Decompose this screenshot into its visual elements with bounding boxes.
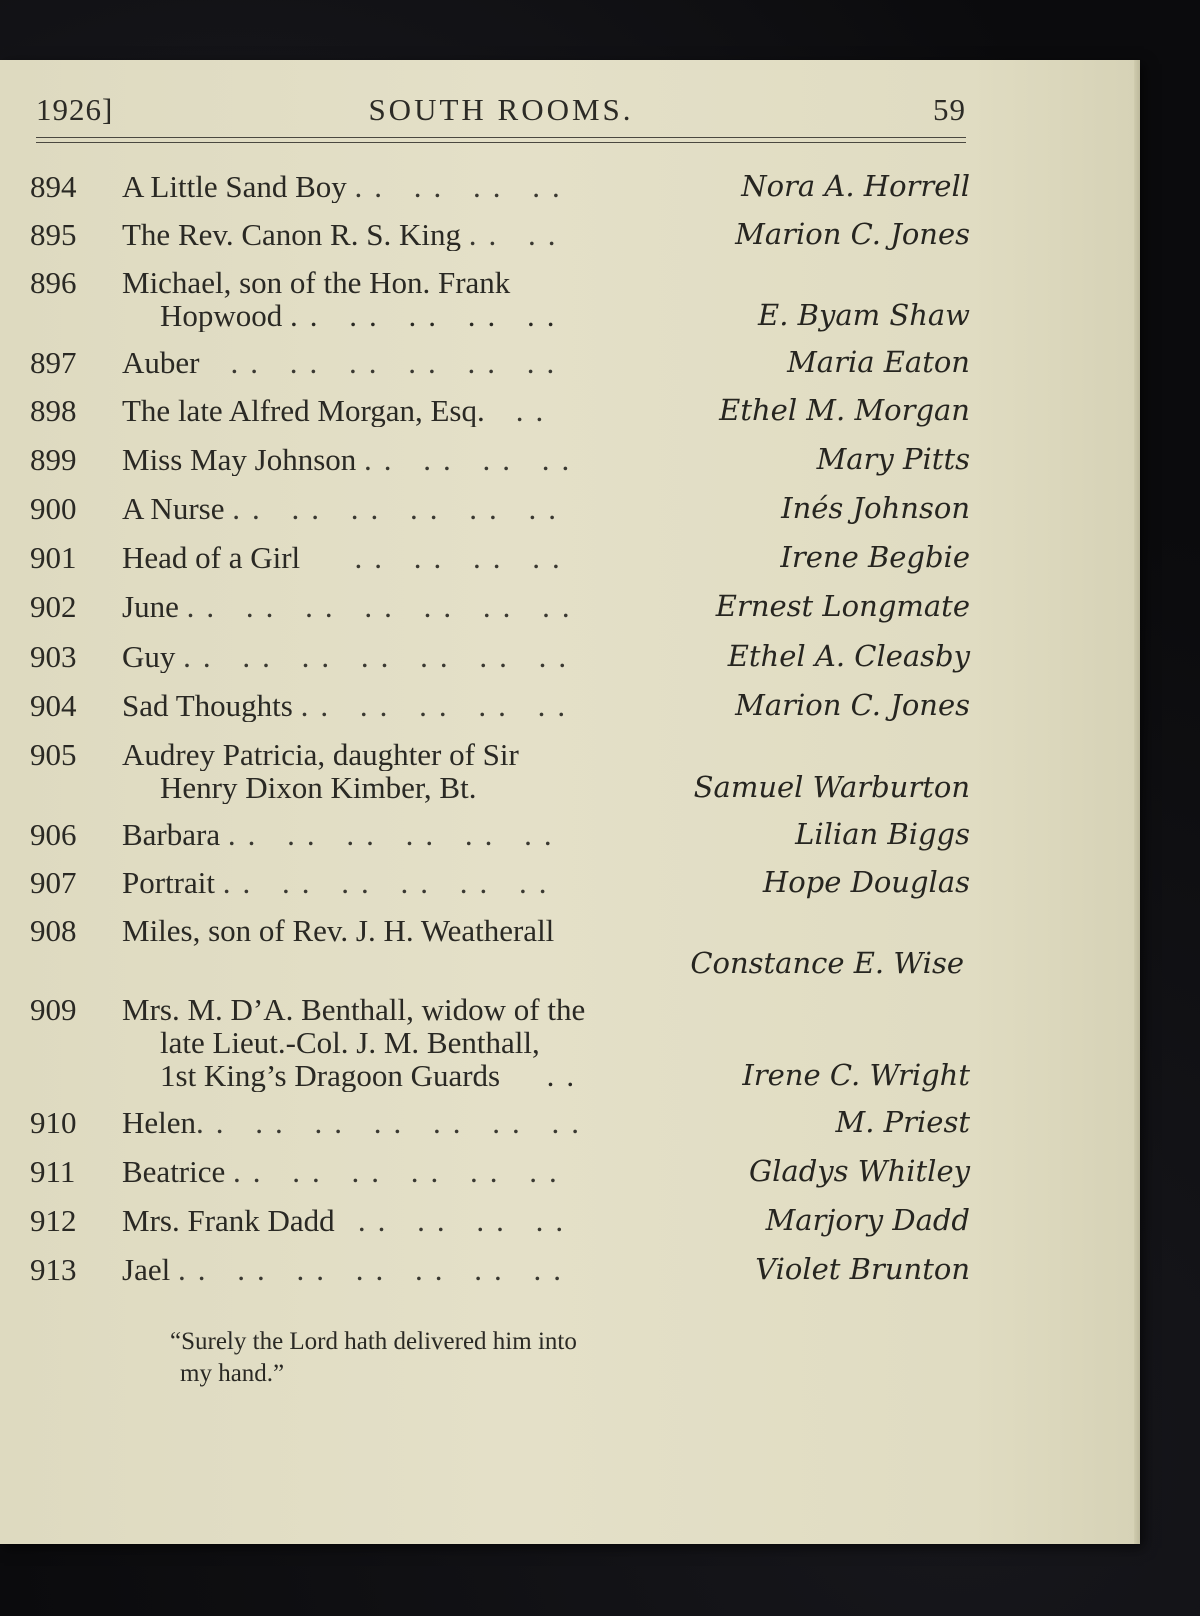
entry-artist: Inés Johnson xyxy=(781,491,970,525)
entry-artist: Ethel A. Cleasby xyxy=(727,639,970,673)
entry-number: 896 xyxy=(30,265,77,300)
entry-artist: Irene Begbie xyxy=(780,540,970,574)
entry-title: Miles, son of Rev. J. H. Weatherall xyxy=(122,914,555,947)
entry-title: Mrs. M. D’A. Benthall, widow of the xyxy=(122,993,586,1026)
entry-title: A Nurse .. .. .. .. .. .. xyxy=(122,492,568,525)
entry-number: 905 xyxy=(30,737,77,772)
entry-quotation xyxy=(170,1326,810,1390)
entry-artist: Lilian Biggs xyxy=(795,817,970,851)
entry-number: 909 xyxy=(30,992,77,1027)
entry-title-continued: Henry Dixon Kimber, Bt. xyxy=(160,771,477,804)
entry-artist: Marion C. Jones xyxy=(735,217,970,251)
entry-number: 912 xyxy=(30,1203,77,1238)
entry-title-continued: late Lieut.-Col. J. M. Benthall, xyxy=(160,1026,540,1059)
entry-artist: Samuel Warburton xyxy=(693,770,970,804)
quote-line-1: “Surely the Lord hath delivered him into xyxy=(170,1328,577,1355)
entry-artist: Violet Brunton xyxy=(755,1252,970,1286)
entry-number: 903 xyxy=(30,639,77,674)
entry-title: Portrait .. .. .. .. .. .. xyxy=(122,866,559,899)
entry-number: 901 xyxy=(30,540,77,575)
entry-number: 907 xyxy=(30,865,77,900)
entry-number: 906 xyxy=(30,817,77,852)
entry-title: Miss May Johnson .. .. .. .. xyxy=(122,443,582,476)
entry-artist: Marion C. Jones xyxy=(735,688,970,722)
entry-artist: Nora A. Horrell xyxy=(741,169,970,203)
entry-number: 913 xyxy=(30,1252,77,1287)
entry-number: 910 xyxy=(30,1105,77,1140)
entry-title: A Little Sand Boy .. .. .. .. xyxy=(122,170,572,203)
entry-artist: Irene C. Wright xyxy=(742,1058,970,1092)
entry-title: Jael .. .. .. .. .. .. .. xyxy=(122,1253,573,1286)
header-year: 1926] xyxy=(36,92,114,127)
entry-title-continued: 1st King’s Dragoon Guards .. xyxy=(160,1059,587,1092)
entry-title: June .. .. .. .. .. .. .. xyxy=(122,590,582,623)
entry-title: Mrs. Frank Dadd .. .. .. .. xyxy=(122,1204,576,1237)
entry-artist: Ethel M. Morgan xyxy=(719,393,970,427)
entry-title: Sad Thoughts .. .. .. .. .. xyxy=(122,689,578,722)
entry-title: Michael, son of the Hon. Frank xyxy=(122,266,511,299)
entry-artist: E. Byam Shaw xyxy=(758,298,970,332)
entry-number: 895 xyxy=(30,217,77,252)
entry-artist: Mary Pitts xyxy=(816,442,970,476)
entry-title: Audrey Patricia, daughter of Sir xyxy=(122,738,519,771)
entry-title-continued: Hopwood .. .. .. .. .. xyxy=(160,299,567,332)
entry-number: 898 xyxy=(30,393,77,428)
entry-number: 900 xyxy=(30,491,77,526)
header-rule-bottom xyxy=(36,142,966,143)
entry-title: The late Alfred Morgan, Esq. .. xyxy=(122,394,556,427)
entry-title: Auber .. .. .. .. .. .. xyxy=(122,346,567,379)
entry-artist: Marjory Dadd xyxy=(765,1203,970,1237)
entry-title: Beatrice .. .. .. .. .. .. xyxy=(122,1155,569,1188)
entry-number: 897 xyxy=(30,345,77,380)
entry-title: Head of a Girl .. .. .. .. xyxy=(122,541,572,574)
entry-artist: M. Priest xyxy=(835,1105,970,1139)
page-number: 59 xyxy=(933,92,966,127)
entry-number: 911 xyxy=(30,1154,76,1189)
entry-artist: Constance E. Wise xyxy=(690,946,964,980)
entry-number: 908 xyxy=(30,913,77,948)
entry-number: 894 xyxy=(30,169,77,204)
entry-artist: Gladys Whitley xyxy=(748,1154,970,1188)
entry-title: The Rev. Canon R. S. King .. .. xyxy=(122,218,568,251)
entry-title: Barbara .. .. .. .. .. .. xyxy=(122,818,564,851)
entry-title: Helen.. .. .. .. .. .. .. xyxy=(122,1106,592,1139)
header-rule-top xyxy=(36,137,966,138)
entry-title: Guy .. .. .. .. .. .. .. xyxy=(122,640,579,673)
entry-number: 904 xyxy=(30,688,77,723)
entry-artist: Maria Eaton xyxy=(787,345,970,379)
entry-artist: Ernest Longmate xyxy=(715,589,970,623)
entry-artist: Hope Douglas xyxy=(762,865,970,899)
entry-number: 902 xyxy=(30,589,77,624)
header-title: SOUTH ROOMS. xyxy=(368,92,634,127)
entry-number: 899 xyxy=(30,442,77,477)
quote-line-2: my hand.” xyxy=(180,1360,285,1387)
page-header xyxy=(36,92,966,132)
